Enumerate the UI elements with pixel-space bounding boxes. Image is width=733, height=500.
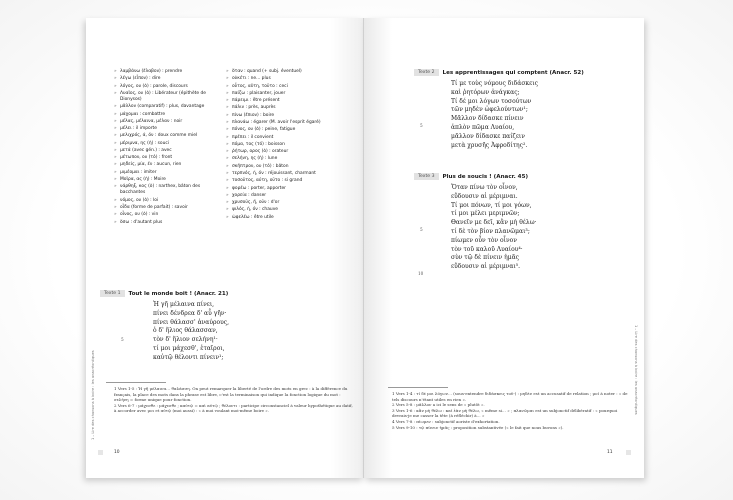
vocab-item: » τοσοῦτος, αύτη, οῦτο : si grand bbox=[226, 178, 330, 184]
vocab-item: » πλανάω : égarer (M. avoir l'esprit égaré) bbox=[226, 120, 330, 126]
vocab-item: » πάρειμι : être présent bbox=[226, 98, 330, 104]
footnote: 1 Vers 1-4 : τί δέ μοι λόγων… (sous-entendre διδάσκεις τοῦ‑) : μηδὲν est un accusatif de relation ; μοί à noter : « de tels discours n'étant utiles en rien ». bbox=[392, 391, 628, 402]
vocab-item: » πόμα, τος (τό) : boisson bbox=[226, 142, 330, 148]
vocab-item: » μετά (avec gén.) : avec bbox=[114, 148, 220, 154]
poem-line: μετὰ χρυσῆς Ἀφροδίτης². bbox=[451, 141, 528, 149]
page-number: 10 bbox=[114, 450, 120, 455]
vocab-item: » οἶδα (forme de parfait) : savoir bbox=[114, 205, 220, 211]
vocab-item: » μελιχρός, ά, όν : doux comme miel bbox=[114, 133, 220, 139]
vocab-item: » σελήνη, ης (ἡ) : lune bbox=[226, 156, 330, 162]
poem-line: ὁ δ' ἥλιος θάλασσαν, bbox=[153, 327, 218, 335]
poem-line: τὸν δ' ἥλιον σελήνη¹· bbox=[153, 336, 218, 344]
vocab-item: » μιμέομαι : imiter bbox=[114, 170, 220, 176]
footnote: 3 Vers 1-6 : κἂν μὴ θέλω : καί ἐὰν μὴ θέλω, « même si… » ; πλανῶμαι est un subjonctif délibératif : « pourquoi devrais-je me casser la tête (à réfléchir) à… » bbox=[392, 407, 618, 419]
section-title: Tout le monde boit ! (Anacr. 21) bbox=[128, 290, 229, 297]
vocab-item: » ὠφελέω : être utile bbox=[226, 215, 330, 221]
vocab-item: » λόγος, ου (ὁ) : parole, discours bbox=[114, 84, 220, 90]
vocab-item: » τερπνός, ή, όν : réjouissant, charmant bbox=[226, 171, 330, 177]
line-number: 5 bbox=[420, 123, 423, 128]
section-header-text2 bbox=[414, 69, 584, 76]
poem-line: τί μοι μέλει μεριμνῶν; bbox=[451, 210, 520, 218]
vocab-item: » νόμος, ου (ὁ) : loi bbox=[114, 198, 220, 204]
corner-marker bbox=[98, 450, 103, 455]
section-badge: Texte 3 bbox=[414, 173, 439, 180]
poem-line: ἁπλὸν πῶμα Λυαίου, bbox=[451, 123, 515, 131]
line-number: 5 bbox=[121, 337, 124, 342]
line-number: 5 bbox=[420, 227, 423, 232]
line-number: 10 bbox=[418, 271, 424, 276]
footnote: 5 Vers 9-10 : τῷ πίνειν ἡμᾶς : proposition substantivée (« le fait que nous buvons »). bbox=[392, 424, 564, 430]
vocab-item: » ὅταν : quand (+ subj. éventuel) bbox=[226, 69, 330, 75]
poem-line: εὕδουσιν αἱ μέριμναι⁵. bbox=[451, 263, 521, 271]
vocab-item: » λέγω (εἶπον) : dire bbox=[114, 76, 220, 82]
footnote: 2 Vers 5-8 : μᾶλλον a ici le sens de « plutôt ». bbox=[392, 402, 485, 408]
section-header-text1 bbox=[100, 290, 228, 297]
vocab-item: » Μοῖρα, ας (ἡ) : Moire bbox=[114, 177, 220, 183]
vocab-list-col1 bbox=[114, 69, 220, 227]
section-badge: Texte 2 bbox=[414, 69, 439, 76]
vocab-item: » νάρθηξ, κος (ὁ) : narthex, bâton des bacchantes bbox=[114, 184, 220, 196]
section-badge: Texte 1 bbox=[100, 290, 125, 297]
vocab-item: » μέτωπον, ου (τό) : front bbox=[114, 155, 220, 161]
vocab-item: » πόνος, ου (ὁ) : peine, fatigue bbox=[226, 127, 330, 133]
vocab-item: » σκῆπτρον, ου (τό) : bâton bbox=[226, 164, 330, 170]
vocab-item: » χρυσοῦς, ῆ, οῦν : d'or bbox=[226, 200, 330, 206]
vocab-item: » οἶνος, ου (ὁ) : vin bbox=[114, 212, 220, 218]
vocab-item: » ὅσω : d'autant plus bbox=[114, 220, 220, 226]
poem-line: Θανεῖν με δεῖ, κἂν μὴ θέλω· bbox=[451, 219, 537, 227]
vocab-item: » οὐκέτι : ne... plus bbox=[226, 76, 330, 82]
poem-line: τί μοι μάχεσθ', ἑταῖροι, bbox=[153, 344, 225, 352]
poem-line: πίνει δένδρεα δ' αὖ γῆν· bbox=[153, 309, 227, 317]
vocab-item: » χορεία : danser bbox=[226, 193, 330, 199]
vocab-item: » οὗτος, αὕτη, τοῦτο : ceci bbox=[226, 84, 330, 90]
book-gutter bbox=[363, 18, 364, 478]
vocab-item: » πρέπει : il convient bbox=[226, 135, 330, 141]
side-running-title-left: 1 – Lire des chansons à boire : les anacréontiques bbox=[91, 350, 95, 440]
section-title: Plus de soucis ! (Anacr. 45) bbox=[442, 173, 529, 180]
poem-text3 bbox=[451, 184, 537, 272]
poem-line: Ἡ γῆ μέλαινα πίνει, bbox=[153, 301, 215, 308]
page-number: 11 bbox=[607, 450, 613, 455]
vocab-item: » μέλας, μέλαινα, μέλαν : noir bbox=[114, 119, 220, 125]
right-page bbox=[364, 18, 644, 478]
poem-line: μᾶλλον δίδασκε παίζειν bbox=[451, 132, 525, 140]
vocab-item: » μέλει : il importe bbox=[114, 126, 220, 132]
footnote: 4 Vers 7-8 : πίωμεν : subjonctif aoriste d'exhortation. bbox=[392, 418, 500, 424]
section-title: Les apprentissages qui comptent (Anacr. 52) bbox=[442, 69, 584, 76]
poem-text2 bbox=[451, 80, 538, 150]
poem-line: πίωμεν οὖν τὸν οἶνον bbox=[451, 236, 517, 244]
poem-line: Ὅταν πίνω τὸν οἶνον, bbox=[451, 184, 518, 191]
poem-line: σὺν τῷ δὲ πίνειν ἡμᾶς bbox=[451, 254, 520, 262]
vocab-item: » μάχομαι : combattre bbox=[114, 112, 220, 118]
vocab-item: » μᾶλλον (comparatif) : plus, davantage bbox=[114, 104, 220, 110]
vocab-list-col2 bbox=[226, 69, 330, 222]
side-running-title-right: 1 – Lire des chansons à boire : les anacréontiques bbox=[634, 325, 638, 415]
vocab-item: » ψιλός, ή, όν : chauve bbox=[226, 207, 330, 213]
section-header-text3 bbox=[414, 173, 528, 180]
footnotes-left bbox=[114, 386, 356, 414]
vocab-item: » μηδείς, μία, έν : aucun, rien bbox=[114, 162, 220, 168]
corner-marker bbox=[626, 450, 631, 455]
footnote-rule bbox=[388, 387, 448, 388]
poem-line: Τί μοι πόνων, τί μοι γόων, bbox=[451, 201, 532, 209]
poem-line: καὐτῷ θέλοντι πίνειν¹; bbox=[153, 353, 224, 361]
footnote-rule bbox=[106, 382, 166, 383]
vocab-item: » ῥήτωρ, ορος (ὁ) : orateur bbox=[226, 149, 330, 155]
poem-line: εὕδουσιν αἱ μέριμναι. bbox=[451, 192, 518, 200]
poem-line: Τί δέ μοι λόγων τοσούτων bbox=[451, 97, 532, 105]
vocab-item: » παίζω : plaisanter, jouer bbox=[226, 91, 330, 97]
poem-line: τί δὲ τὸν βίον πλανῶμαι³; bbox=[451, 227, 530, 235]
poem-line: Τί με τοὺς νόμους διδάσκεις bbox=[451, 80, 539, 87]
footnote: 1 Vers 1-5 : Ἡ γῆ μέλαινα… θαλάσση. On peut remarquer la liberté de l'ordre des mots en grec : à la différence du français, la place des mots dans la phrase est libre, c'est la terminaison qui indique la fonction logique du mot : σελήνη = forme unique pour fonction. bbox=[114, 386, 348, 403]
footnote: 2 Vers 6-7 : μάχεσθε : μάχεσθε ; καὐτῷ = καὶ αὐτῷ ; θέλοντι : participe circonstanciel à valeur hypothétique au datif, à accorder avec μοι et αὐτῷ (moi aussi) : « à moi voulant moi-même boire ». bbox=[114, 402, 353, 414]
poem-line: Μᾶλλον δίδασκε πίνειν bbox=[451, 115, 524, 123]
vocab-item: » φορέω : porter, apporter bbox=[226, 186, 330, 192]
poem-line: πίνει θάλασσ' ἀναύρους, bbox=[153, 318, 230, 326]
poem-line: τῶν μηδὲν ὠφελούντων¹; bbox=[451, 106, 528, 114]
vocab-item: » πάλιν : près, auprès bbox=[226, 105, 330, 111]
poem-line: τὸν τοῦ καλοῦ Λυαίου⁴· bbox=[451, 245, 523, 253]
vocab-item: » πίνω (ἔπιον) : boire bbox=[226, 113, 330, 119]
poem-text1 bbox=[153, 301, 229, 363]
vocab-item: » μέριμνα, ης (ἡ) : souci bbox=[114, 141, 220, 147]
vocab-item: » λαμβάνω (ἔλαβον) : prendre bbox=[114, 69, 220, 75]
left-page bbox=[86, 18, 364, 478]
poem-line: καὶ ῥητόρων ἀνάγκας; bbox=[451, 88, 520, 96]
vocab-item: » Λυαῖος, ου (ὁ) : Libérateur (épithète de Dionysos) bbox=[114, 91, 220, 103]
footnotes-right bbox=[392, 391, 628, 430]
